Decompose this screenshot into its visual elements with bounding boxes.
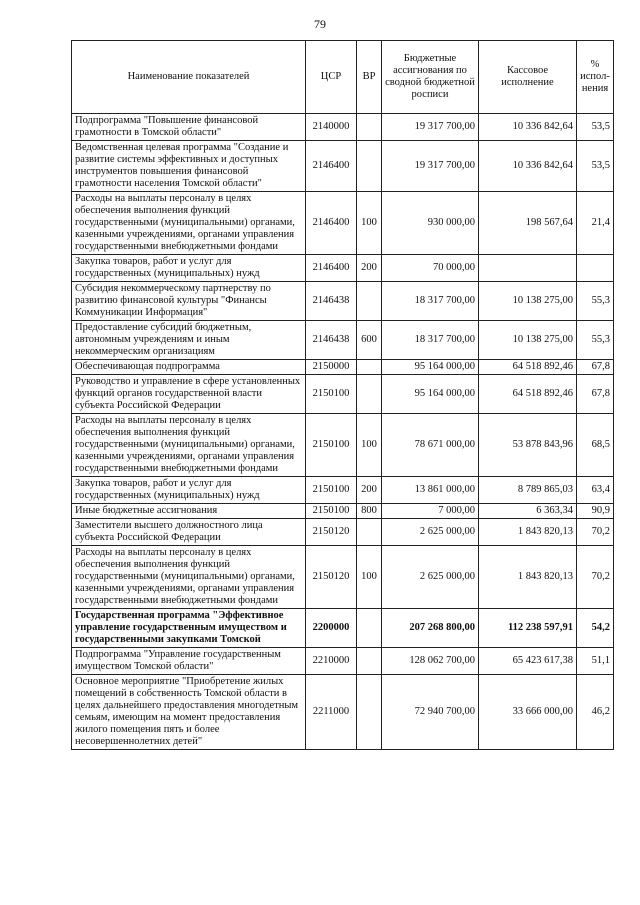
table-header-row (72, 41, 614, 114)
row-budget: 2 625 000,00 (382, 519, 479, 546)
header-pct: % испол-нения (577, 41, 614, 114)
row-csr: 2146438 (306, 282, 357, 321)
row-vr: 200 (357, 477, 382, 504)
header-cash: Кассовое исполнение (479, 41, 577, 114)
row-csr: 2150100 (306, 414, 357, 477)
table-row (72, 477, 614, 504)
row-name: Расходы на выплаты персоналу в целях обеспечения выполнения функций государственными (муниципальными) органами, казенными учреждениями, органами управления государственными внебюджетными фондами (72, 546, 306, 609)
header-vr: ВР (357, 41, 382, 114)
row-cash: 1 843 820,13 (479, 519, 577, 546)
row-name: Иные бюджетные ассигнования (72, 504, 306, 519)
row-cash: 33 666 000,00 (479, 675, 577, 750)
row-cash: 10 336 842,64 (479, 114, 577, 141)
row-budget: 72 940 700,00 (382, 675, 479, 750)
table-row (72, 504, 614, 519)
table-row (72, 255, 614, 282)
row-vr: 800 (357, 504, 382, 519)
row-name: Субсидия некоммерческому партнерству по развитию финансовой культуры "Финансы Коммуникации Информация" (72, 282, 306, 321)
row-vr (357, 282, 382, 321)
row-pct: 55,3 (577, 321, 614, 360)
row-csr: 2146400 (306, 192, 357, 255)
row-name: Государственная программа "Эффективное управление государственным имуществом и государственными закупками Томской (72, 609, 306, 648)
row-cash: 10 336 842,64 (479, 141, 577, 192)
page-number: 79 (314, 17, 326, 31)
row-cash: 53 878 843,96 (479, 414, 577, 477)
row-pct: 90,9 (577, 504, 614, 519)
table-row (72, 648, 614, 675)
row-csr: 2200000 (306, 609, 357, 648)
row-csr: 2146400 (306, 141, 357, 192)
row-budget: 2 625 000,00 (382, 546, 479, 609)
row-name: Закупка товаров, работ и услуг для государственных (муниципальных) нужд (72, 255, 306, 282)
row-vr (357, 141, 382, 192)
row-budget: 95 164 000,00 (382, 375, 479, 414)
row-vr (357, 114, 382, 141)
row-cash: 64 518 892,46 (479, 375, 577, 414)
row-pct: 67,8 (577, 360, 614, 375)
row-budget: 78 671 000,00 (382, 414, 479, 477)
row-vr (357, 519, 382, 546)
row-vr: 100 (357, 414, 382, 477)
budget-execution-table (71, 40, 614, 750)
row-budget: 95 164 000,00 (382, 360, 479, 375)
row-cash: 10 138 275,00 (479, 321, 577, 360)
table-row (72, 414, 614, 477)
row-name: Расходы на выплаты персоналу в целях обеспечения выполнения функций государственными (муниципальными) органами, казенными учреждениями, органами управления государственными внебюджетными фондами (72, 414, 306, 477)
table-row (72, 192, 614, 255)
row-csr: 2140000 (306, 114, 357, 141)
table-row (72, 141, 614, 192)
row-budget: 128 062 700,00 (382, 648, 479, 675)
row-name: Обеспечивающая подпрограмма (72, 360, 306, 375)
table-row (72, 546, 614, 609)
row-csr: 2150100 (306, 375, 357, 414)
row-vr: 100 (357, 192, 382, 255)
row-vr (357, 648, 382, 675)
row-csr: 2150100 (306, 477, 357, 504)
row-pct: 53,5 (577, 114, 614, 141)
table-row (72, 519, 614, 546)
row-pct: 54,2 (577, 609, 614, 648)
row-csr: 2146400 (306, 255, 357, 282)
row-pct: 67,8 (577, 375, 614, 414)
row-csr: 2150120 (306, 519, 357, 546)
row-name: Подпрограмма "Повышение финансовой грамотности в Томской области" (72, 114, 306, 141)
table-row (72, 321, 614, 360)
row-vr (357, 375, 382, 414)
row-vr (357, 675, 382, 750)
row-name: Предоставление субсидий бюджетным, автономным учреждениям и иным некоммерческим организациям (72, 321, 306, 360)
row-cash: 112 238 597,91 (479, 609, 577, 648)
row-cash: 8 789 865,03 (479, 477, 577, 504)
row-budget: 930 000,00 (382, 192, 479, 255)
row-csr: 2150120 (306, 546, 357, 609)
row-pct: 21,4 (577, 192, 614, 255)
row-budget: 19 317 700,00 (382, 141, 479, 192)
row-csr: 2146438 (306, 321, 357, 360)
header-csr: ЦСР (306, 41, 357, 114)
row-budget: 13 861 000,00 (382, 477, 479, 504)
row-cash: 6 363,34 (479, 504, 577, 519)
table-row (72, 360, 614, 375)
row-csr: 2150000 (306, 360, 357, 375)
row-name: Основное мероприятие "Приобретение жилых помещений в собственность Томской области в целях дальнейшего предоставления многодетным семьям, имеющим на момент предоставления жилого помещения пять и более несовершеннолетних детей" (72, 675, 306, 750)
row-pct: 46,2 (577, 675, 614, 750)
row-budget: 19 317 700,00 (382, 114, 479, 141)
row-name: Закупка товаров, работ и услуг для государственных (муниципальных) нужд (72, 477, 306, 504)
row-vr: 600 (357, 321, 382, 360)
header-name: Наименование показателей (72, 41, 306, 114)
row-budget: 18 317 700,00 (382, 321, 479, 360)
table-row (72, 609, 614, 648)
table-row (72, 282, 614, 321)
row-name: Расходы на выплаты персоналу в целях обеспечения выполнения функций государственными (муниципальными) органами, казенными учреждениями, органами управления государственными внебюджетными фондами (72, 192, 306, 255)
row-name: Заместители высшего должностного лица субъекта Российской Федерации (72, 519, 306, 546)
row-pct: 53,5 (577, 141, 614, 192)
row-vr: 200 (357, 255, 382, 282)
row-pct: 68,5 (577, 414, 614, 477)
row-budget: 18 317 700,00 (382, 282, 479, 321)
row-pct: 55,3 (577, 282, 614, 321)
table-row (72, 375, 614, 414)
header-budget: Бюджетные ассигнования по сводной бюджетной росписи (382, 41, 479, 114)
row-csr: 2211000 (306, 675, 357, 750)
row-cash: 10 138 275,00 (479, 282, 577, 321)
row-pct: 70,2 (577, 519, 614, 546)
row-vr: 100 (357, 546, 382, 609)
row-cash: 198 567,64 (479, 192, 577, 255)
table-row (72, 114, 614, 141)
row-name: Ведомственная целевая программа "Создание и развитие системы эффективных и доступных инструментов повышения финансовой грамотности населения Томской области" (72, 141, 306, 192)
row-vr (357, 609, 382, 648)
row-pct (577, 255, 614, 282)
row-csr: 2150100 (306, 504, 357, 519)
row-csr: 2210000 (306, 648, 357, 675)
row-cash: 1 843 820,13 (479, 546, 577, 609)
row-pct: 70,2 (577, 546, 614, 609)
row-cash: 64 518 892,46 (479, 360, 577, 375)
row-cash: 65 423 617,38 (479, 648, 577, 675)
row-budget: 70 000,00 (382, 255, 479, 282)
row-pct: 51,1 (577, 648, 614, 675)
table-row (72, 675, 614, 750)
row-name: Руководство и управление в сфере установленных функций органов государственной власти субъекта Российской Федерации (72, 375, 306, 414)
row-budget: 7 000,00 (382, 504, 479, 519)
row-budget: 207 268 800,00 (382, 609, 479, 648)
row-vr (357, 360, 382, 375)
row-name: Подпрограмма "Управление государственным имуществом Томской области" (72, 648, 306, 675)
row-pct: 63,4 (577, 477, 614, 504)
row-cash (479, 255, 577, 282)
